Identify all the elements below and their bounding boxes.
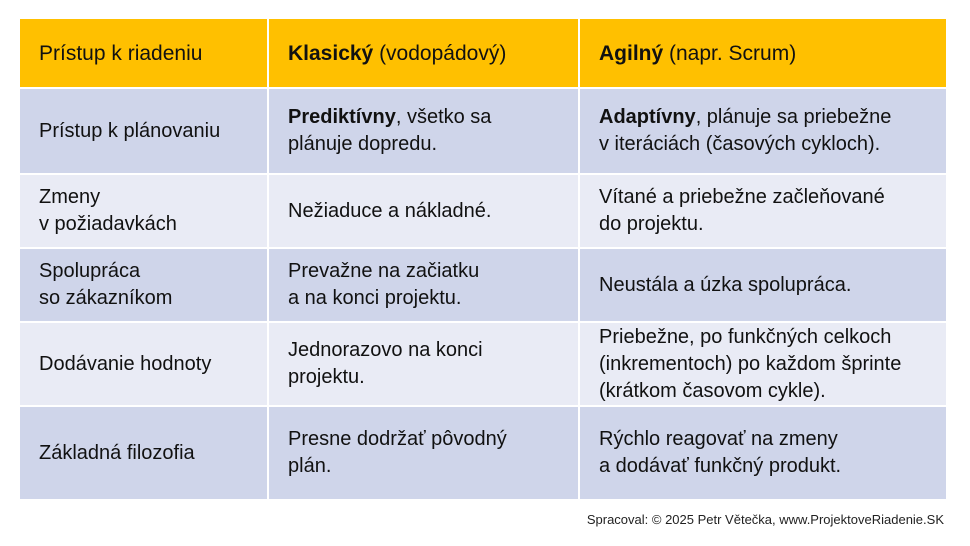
row-planning-label: Prístup k plánovaniu	[20, 89, 269, 175]
footer-credit: Spracoval: © 2025 Petr Větečka, www.ProjektoveRiadenie.SK	[586, 512, 944, 527]
row-value-label: Dodávanie hodnoty	[20, 323, 269, 407]
comparison-table	[20, 19, 946, 499]
header-agile	[580, 19, 946, 89]
row-changes-label: Zmeny v požiadavkách	[20, 175, 269, 249]
header-agile-title: Agilný	[599, 41, 664, 65]
row-customer-classic: Prevažne na začiatku a na konci projektu.	[269, 249, 580, 323]
row-customer-agile: Neustála a úzka spolupráca.	[580, 249, 946, 323]
header-classic	[269, 19, 580, 89]
row-philosophy-classic: Presne dodržať pôvodný plán.	[269, 407, 580, 499]
header-approach	[20, 19, 269, 89]
row-philosophy-agile: Rýchlo reagovať na zmeny a dodávať funkčný produkt.	[580, 407, 946, 499]
row-value-agile: Priebežne, po funkčných celkoch (inkrementoch) po každom šprinte (krátkom časovom cykle).	[580, 323, 946, 407]
row-changes-classic: Nežiaduce a nákladné.	[269, 175, 580, 249]
header-agile-subtitle: (napr. Scrum)	[663, 41, 797, 65]
header-approach-label: Prístup k riadeniu	[39, 41, 203, 65]
row-value-classic: Jednorazovo na konci projektu.	[269, 323, 580, 407]
row-changes-agile: Vítané a priebežne začleňované do projektu.	[580, 175, 946, 249]
row-customer-label: Spolupráca so zákazníkom	[20, 249, 269, 323]
row-planning-classic: Prediktívny, všetko sa plánuje dopredu.	[269, 89, 580, 175]
row-philosophy-label: Základná filozofia	[20, 407, 269, 499]
row-planning-agile: Adaptívny, plánuje sa priebežne v iteráciách (časových cykloch).	[580, 89, 946, 175]
header-classic-title: Klasický	[288, 41, 374, 65]
header-classic-subtitle: (vodopádový)	[373, 41, 507, 65]
